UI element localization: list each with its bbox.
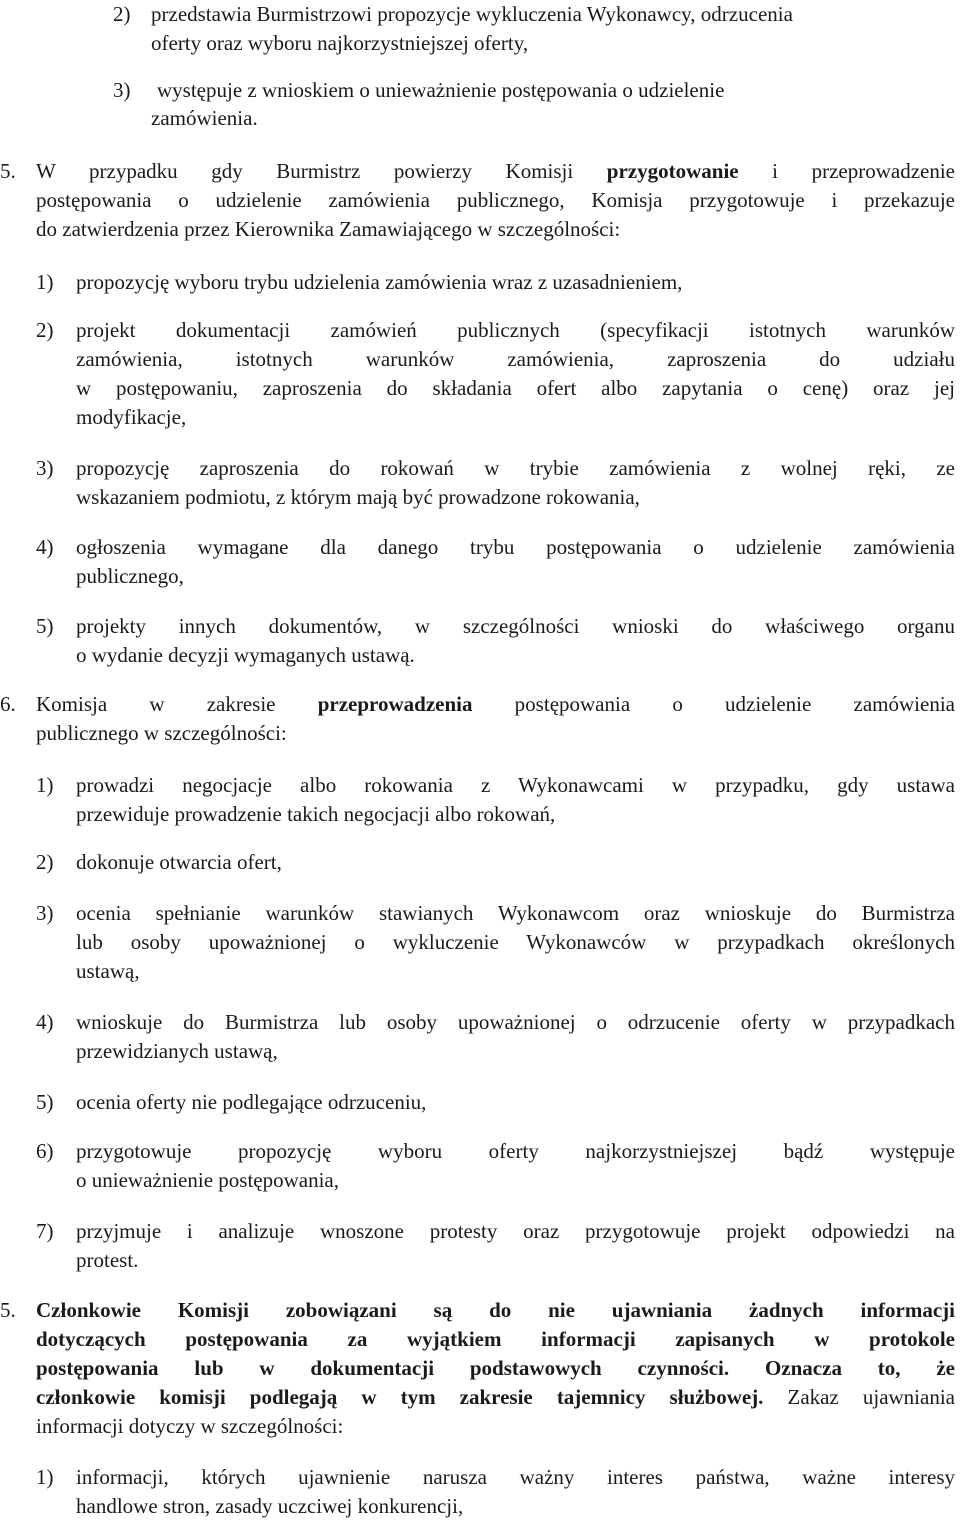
list-number: 1) [36, 1465, 54, 1489]
section-number: 5. [0, 159, 16, 183]
paragraph-line: W przypadku gdy Burmistrz powierzy Komisji przygotowanie i przeprowadzenie [36, 159, 955, 183]
list-number: 2) [113, 2, 131, 26]
list-item-text: propozycję zaproszenia do rokowań w trybie zamówienia z wolnej ręki, ze [76, 456, 955, 480]
list-item-text: ustawą, [76, 959, 140, 983]
section-number: 6. [0, 692, 16, 716]
list-item-text: przygotowuje propozycję wyboru oferty najkorzystniejszej bądź występuje [76, 1139, 955, 1163]
list-item-text: zamówienia. [151, 106, 258, 130]
paragraph-line: Członkowie Komisji zobowiązani są do nie ujawniania żadnych informacji [36, 1298, 955, 1322]
list-item-text: informacji, których ujawnienie narusza ważny interes państwa, ważne interesy [76, 1465, 955, 1489]
paragraph-line: członkowie komisji podlegają w tym zakresie tajemnicy służbowej. Zakaz ujawniania [36, 1385, 955, 1409]
list-item-text: dokonuje otwarcia ofert, [76, 850, 282, 874]
list-item-text: projekt dokumentacji zamówień publicznych (specyfikacji istotnych warunków [76, 318, 955, 342]
list-number: 2) [36, 318, 54, 342]
paragraph-line: postępowania lub w dokumentacji podstawowych czynności. Oznacza to, że [36, 1356, 955, 1380]
list-number: 2) [36, 850, 54, 874]
list-number: 1) [36, 270, 54, 294]
paragraph-line: postępowania o udzielenie zamówienia publicznego, Komisja przygotowuje i przekazuje [36, 188, 955, 212]
list-number: 4) [36, 535, 54, 559]
list-item-text: projekty innych dokumentów, w szczególności wnioski do właściwego organu [76, 614, 955, 638]
list-number: 6) [36, 1139, 54, 1163]
list-item-text: modyfikacje, [76, 405, 187, 429]
list-item-text: wnioskuje do Burmistrza lub osoby upoważnionej o odrzucenie oferty w przypadkach [76, 1010, 955, 1034]
list-item-text: propozycję wyboru trybu udzielenia zamówienia wraz z uzasadnieniem, [76, 270, 683, 294]
paragraph-line: dotyczących postępowania za wyjątkiem informacji zapisanych w protokole [36, 1327, 955, 1351]
list-item-text: występuje z wnioskiem o unieważnienie postępowania o udzielenie [157, 78, 725, 102]
list-item-text: lub osoby upoważnionej o wykluczenie Wykonawców w przypadkach określonych [76, 930, 955, 954]
list-item-text: przewiduje prowadzenie takich negocjacji albo rokowań, [76, 802, 556, 826]
list-item-text: wskazaniem podmiotu, z którym mają być prowadzone rokowania, [76, 485, 640, 509]
list-item-text: ogłoszenia wymagane dla danego trybu postępowania o udzielenie zamówienia [76, 535, 955, 559]
list-number: 3) [36, 456, 54, 480]
list-item-text: ocenia spełnianie warunków stawianych Wykonawcom oraz wnioskuje do Burmistrza [76, 901, 955, 925]
list-item-text: przewidzianych ustawą, [76, 1039, 278, 1063]
list-item-text: o unieważnienie postępowania, [76, 1168, 339, 1192]
list-number: 4) [36, 1010, 54, 1034]
list-number: 3) [113, 78, 131, 102]
list-number: 3) [36, 901, 54, 925]
list-number: 5) [36, 614, 54, 638]
paragraph-line: informacji dotyczy w szczególności: [36, 1414, 344, 1438]
paragraph-line: Komisja w zakresie przeprowadzenia postępowania o udzielenie zamówienia [36, 692, 955, 716]
list-item-text: przedstawia Burmistrzowi propozycje wykluczenia Wykonawcy, odrzucenia [151, 2, 793, 26]
list-number: 5) [36, 1090, 54, 1114]
section-number: 5. [0, 1298, 16, 1322]
list-item-text: zamówienia, istotnych warunków zamówienia, zaproszenia do udziału [76, 347, 955, 371]
paragraph-line: publicznego w szczególności: [36, 721, 287, 745]
list-item-text: oferty oraz wyboru najkorzystniejszej oferty, [151, 31, 529, 55]
list-item-text: ocenia oferty nie podlegające odrzuceniu, [76, 1090, 427, 1114]
list-item-text: protest. [76, 1248, 139, 1272]
list-item-text: prowadzi negocjacje albo rokowania z Wykonawcami w przypadku, gdy ustawa [76, 773, 955, 797]
list-item-text: w postępowaniu, zaproszenia do składania ofert albo zapytania o cenę) oraz jej [76, 376, 955, 400]
list-item-text: przyjmuje i analizuje wnoszone protesty oraz przygotowuje projekt odpowiedzi na [76, 1219, 955, 1243]
list-item-text: handlowe stron, zasady uczciwej konkurencji, [76, 1494, 464, 1518]
paragraph-line: do zatwierdzenia przez Kierownika Zamawiającego w szczególności: [36, 217, 621, 241]
list-number: 1) [36, 773, 54, 797]
list-item-text: o wydanie decyzji wymaganych ustawą. [76, 643, 415, 667]
list-number: 7) [36, 1219, 54, 1243]
list-item-text: publicznego, [76, 564, 184, 588]
